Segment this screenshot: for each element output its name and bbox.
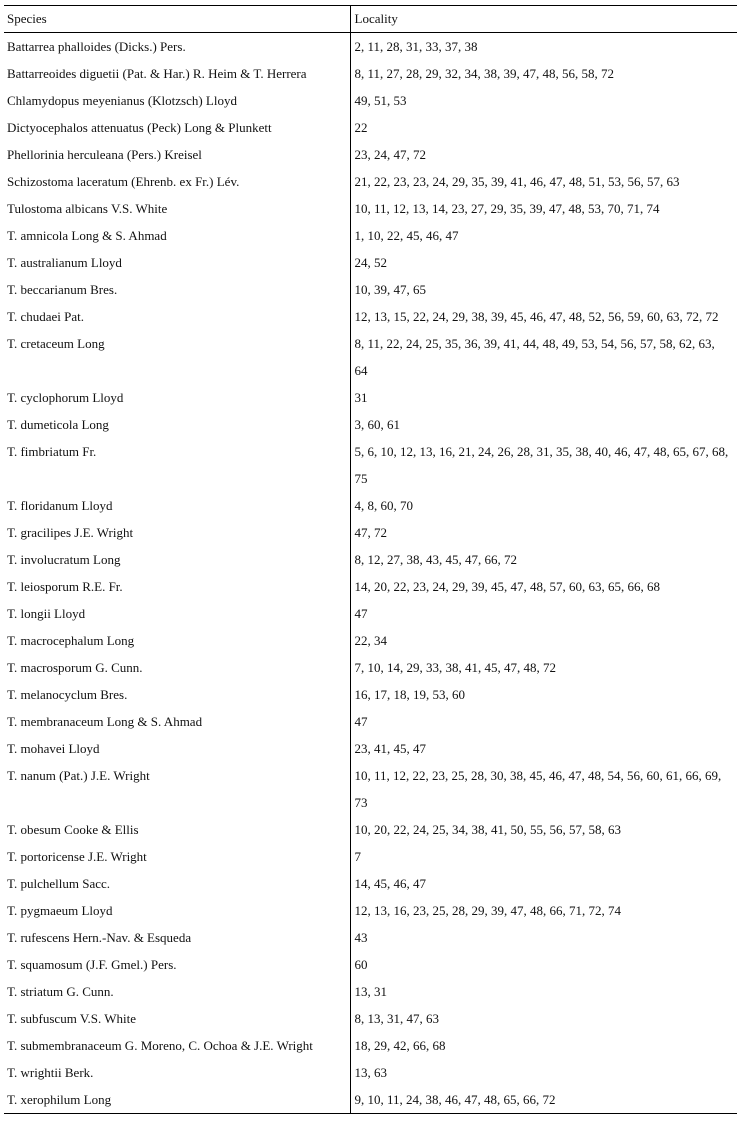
locality-cell: 8, 13, 31, 47, 63 (350, 1005, 737, 1032)
species-cell: Battarrea phalloides (Dicks.) Pers. (7, 39, 186, 54)
locality-cell: 1, 10, 22, 45, 46, 47 (350, 222, 737, 249)
table-row (4, 384, 737, 411)
species-cell: T. pulchellum Sacc. (7, 876, 111, 891)
locality-cell: 12, 13, 15, 22, 24, 29, 38, 39, 45, 46, 47, 48, 52, 56, 59, 60, 63, 72, 72 (350, 303, 737, 330)
table-row (4, 1086, 737, 1114)
locality-cell: 47, 72 (350, 519, 737, 546)
locality-cell: 2, 11, 28, 31, 33, 37, 38 (350, 33, 737, 61)
table-row (4, 33, 737, 61)
species-cell: T. nanum (Pat.) J.E. Wright (7, 768, 150, 783)
species-cell: T. floridanum Lloyd (7, 498, 113, 513)
species-cell: T. involucratum Long (7, 552, 121, 567)
locality-cell: 9, 10, 11, 24, 38, 46, 47, 48, 65, 66, 72 (350, 1086, 737, 1114)
species-cell: Dictyocephalos attenuatus (Peck) Long & Plunkett (7, 120, 272, 135)
species-cell: Battarreoides diguetii (Pat. & Har.) R. Heim & T. Herrera (7, 66, 307, 81)
locality-cell: 8, 12, 27, 38, 43, 45, 47, 66, 72 (350, 546, 737, 573)
species-cell: Chlamydopus meyenianus (Klotzsch) Lloyd (7, 93, 237, 108)
locality-cell: 10, 20, 22, 24, 25, 34, 38, 41, 50, 55, 56, 57, 58, 63 (350, 816, 737, 843)
species-cell: T. wrightii Berk. (7, 1065, 94, 1080)
species-cell: T. rufescens Hern.-Nav. & Esqueda (7, 930, 192, 945)
table-row (4, 951, 737, 978)
locality-cell: 10, 39, 47, 65 (350, 276, 737, 303)
table-row (4, 600, 737, 627)
species-locality-table (4, 5, 737, 1114)
locality-cell: 13, 31 (350, 978, 737, 1005)
locality-cell: 8, 11, 22, 24, 25, 35, 36, 39, 41, 44, 48, 49, 53, 54, 56, 57, 58, 62, 63, 64 (350, 330, 737, 384)
table-row (4, 438, 737, 492)
species-cell: T. macrosporum G. Cunn. (7, 660, 143, 675)
table-row (4, 762, 737, 816)
species-cell: T. melanocyclum Bres. (7, 687, 128, 702)
species-cell: T. subfuscum V.S. White (7, 1011, 137, 1026)
table-row (4, 816, 737, 843)
locality-cell: 7, 10, 14, 29, 33, 38, 41, 45, 47, 48, 72 (350, 654, 737, 681)
species-cell: T. chudaei Pat. (7, 309, 85, 324)
table-row (4, 195, 737, 222)
species-cell: T. fimbriatum Fr. (7, 444, 97, 459)
locality-cell: 23, 41, 45, 47 (350, 735, 737, 762)
species-cell: T. squamosum (J.F. Gmel.) Pers. (7, 957, 177, 972)
locality-cell: 14, 45, 46, 47 (350, 870, 737, 897)
species-cell: T. amnicola Long & S. Ahmad (7, 228, 167, 243)
locality-cell: 10, 11, 12, 22, 23, 25, 28, 30, 38, 45, 46, 47, 48, 54, 56, 60, 61, 66, 69, 73 (350, 762, 737, 816)
locality-cell: 22, 34 (350, 627, 737, 654)
table-body (4, 33, 737, 1114)
locality-cell: 8, 11, 27, 28, 29, 32, 34, 38, 39, 47, 48, 56, 58, 72 (350, 60, 737, 87)
species-cell: T. xerophilum Long (4, 1086, 350, 1114)
locality-cell: 12, 13, 16, 23, 25, 28, 29, 39, 47, 48, 66, 71, 72, 74 (350, 897, 737, 924)
table-row (4, 330, 737, 384)
table-row (4, 1005, 737, 1032)
species-cell: T. cyclophorum Lloyd (7, 390, 124, 405)
locality-cell: 10, 11, 12, 13, 14, 23, 27, 29, 35, 39, 47, 48, 53, 70, 71, 74 (350, 195, 737, 222)
table-row (4, 276, 737, 303)
locality-cell: 24, 52 (350, 249, 737, 276)
locality-cell: 16, 17, 18, 19, 53, 60 (350, 681, 737, 708)
table-row (4, 114, 737, 141)
table-row (4, 249, 737, 276)
table-row (4, 843, 737, 870)
table-row (4, 654, 737, 681)
locality-cell: 23, 24, 47, 72 (350, 141, 737, 168)
locality-cell: 22 (350, 114, 737, 141)
table-row (4, 681, 737, 708)
header-row (4, 6, 737, 33)
locality-cell: 18, 29, 42, 66, 68 (350, 1032, 737, 1059)
table-row (4, 897, 737, 924)
table-row (4, 1059, 737, 1086)
table-row (4, 168, 737, 195)
table-row (4, 411, 737, 438)
locality-cell: 47 (350, 708, 737, 735)
species-cell: T. gracilipes J.E. Wright (7, 525, 134, 540)
table-row (4, 141, 737, 168)
table-row (4, 735, 737, 762)
locality-cell: 43 (350, 924, 737, 951)
table-header (4, 6, 737, 33)
locality-cell: 60 (350, 951, 737, 978)
table-row (4, 870, 737, 897)
table-row (4, 546, 737, 573)
species-cell: T. macrocephalum Long (7, 633, 135, 648)
species-cell: T. dumeticola Long (7, 417, 109, 432)
locality-cell: 4, 8, 60, 70 (350, 492, 737, 519)
table-row (4, 924, 737, 951)
species-cell: T. membranaceum Long & S. Ahmad (7, 714, 203, 729)
species-cell: Schizostoma laceratum (Ehrenb. ex Fr.) Lév. (7, 174, 240, 189)
table-row (4, 978, 737, 1005)
species-cell: T. beccarianum Bres. (7, 282, 118, 297)
table-row (4, 303, 737, 330)
table-row (4, 87, 737, 114)
locality-cell: 5, 6, 10, 12, 13, 16, 21, 24, 26, 28, 31, 35, 38, 40, 46, 47, 48, 65, 67, 68, 75 (350, 438, 737, 492)
table-row (4, 60, 737, 87)
species-locality-table-wrapper (4, 5, 737, 1114)
species-cell: Phellorinia herculeana (Pers.) Kreisel (7, 147, 202, 162)
table-row (4, 627, 737, 654)
locality-cell: 31 (350, 384, 737, 411)
species-cell: T. longii Lloyd (7, 606, 86, 621)
species-cell: Tulostoma albicans V.S. White (7, 201, 168, 216)
locality-cell: 49, 51, 53 (350, 87, 737, 114)
species-cell: T. mohavei Lloyd (7, 741, 100, 756)
locality-cell: 7 (350, 843, 737, 870)
locality-column-header: Locality (350, 6, 737, 33)
species-cell: T. submembranaceum G. Moreno, C. Ochoa & J.E. Wright (7, 1038, 313, 1053)
species-column-header: Species (4, 6, 350, 33)
locality-cell: 13, 63 (350, 1059, 737, 1086)
locality-cell: 14, 20, 22, 23, 24, 29, 39, 45, 47, 48, 57, 60, 63, 65, 66, 68 (350, 573, 737, 600)
table-row (4, 708, 737, 735)
locality-cell: 21, 22, 23, 23, 24, 29, 35, 39, 41, 46, 47, 48, 51, 53, 56, 57, 63 (350, 168, 737, 195)
table-row (4, 492, 737, 519)
locality-cell: 3, 60, 61 (350, 411, 737, 438)
table-row (4, 1032, 737, 1059)
species-cell: T. portoricense J.E. Wright (7, 849, 147, 864)
species-cell: T. pygmaeum Lloyd (7, 903, 113, 918)
species-cell: T. obesum Cooke & Ellis (7, 822, 139, 837)
table-row (4, 519, 737, 546)
table-row (4, 222, 737, 249)
table-row (4, 573, 737, 600)
species-cell: T. striatum G. Cunn. (7, 984, 114, 999)
species-cell: T. leiosporum R.E. Fr. (7, 579, 123, 594)
locality-cell: 47 (350, 600, 737, 627)
species-cell: T. australianum Lloyd (7, 255, 122, 270)
species-cell: T. cretaceum Long (7, 336, 105, 351)
